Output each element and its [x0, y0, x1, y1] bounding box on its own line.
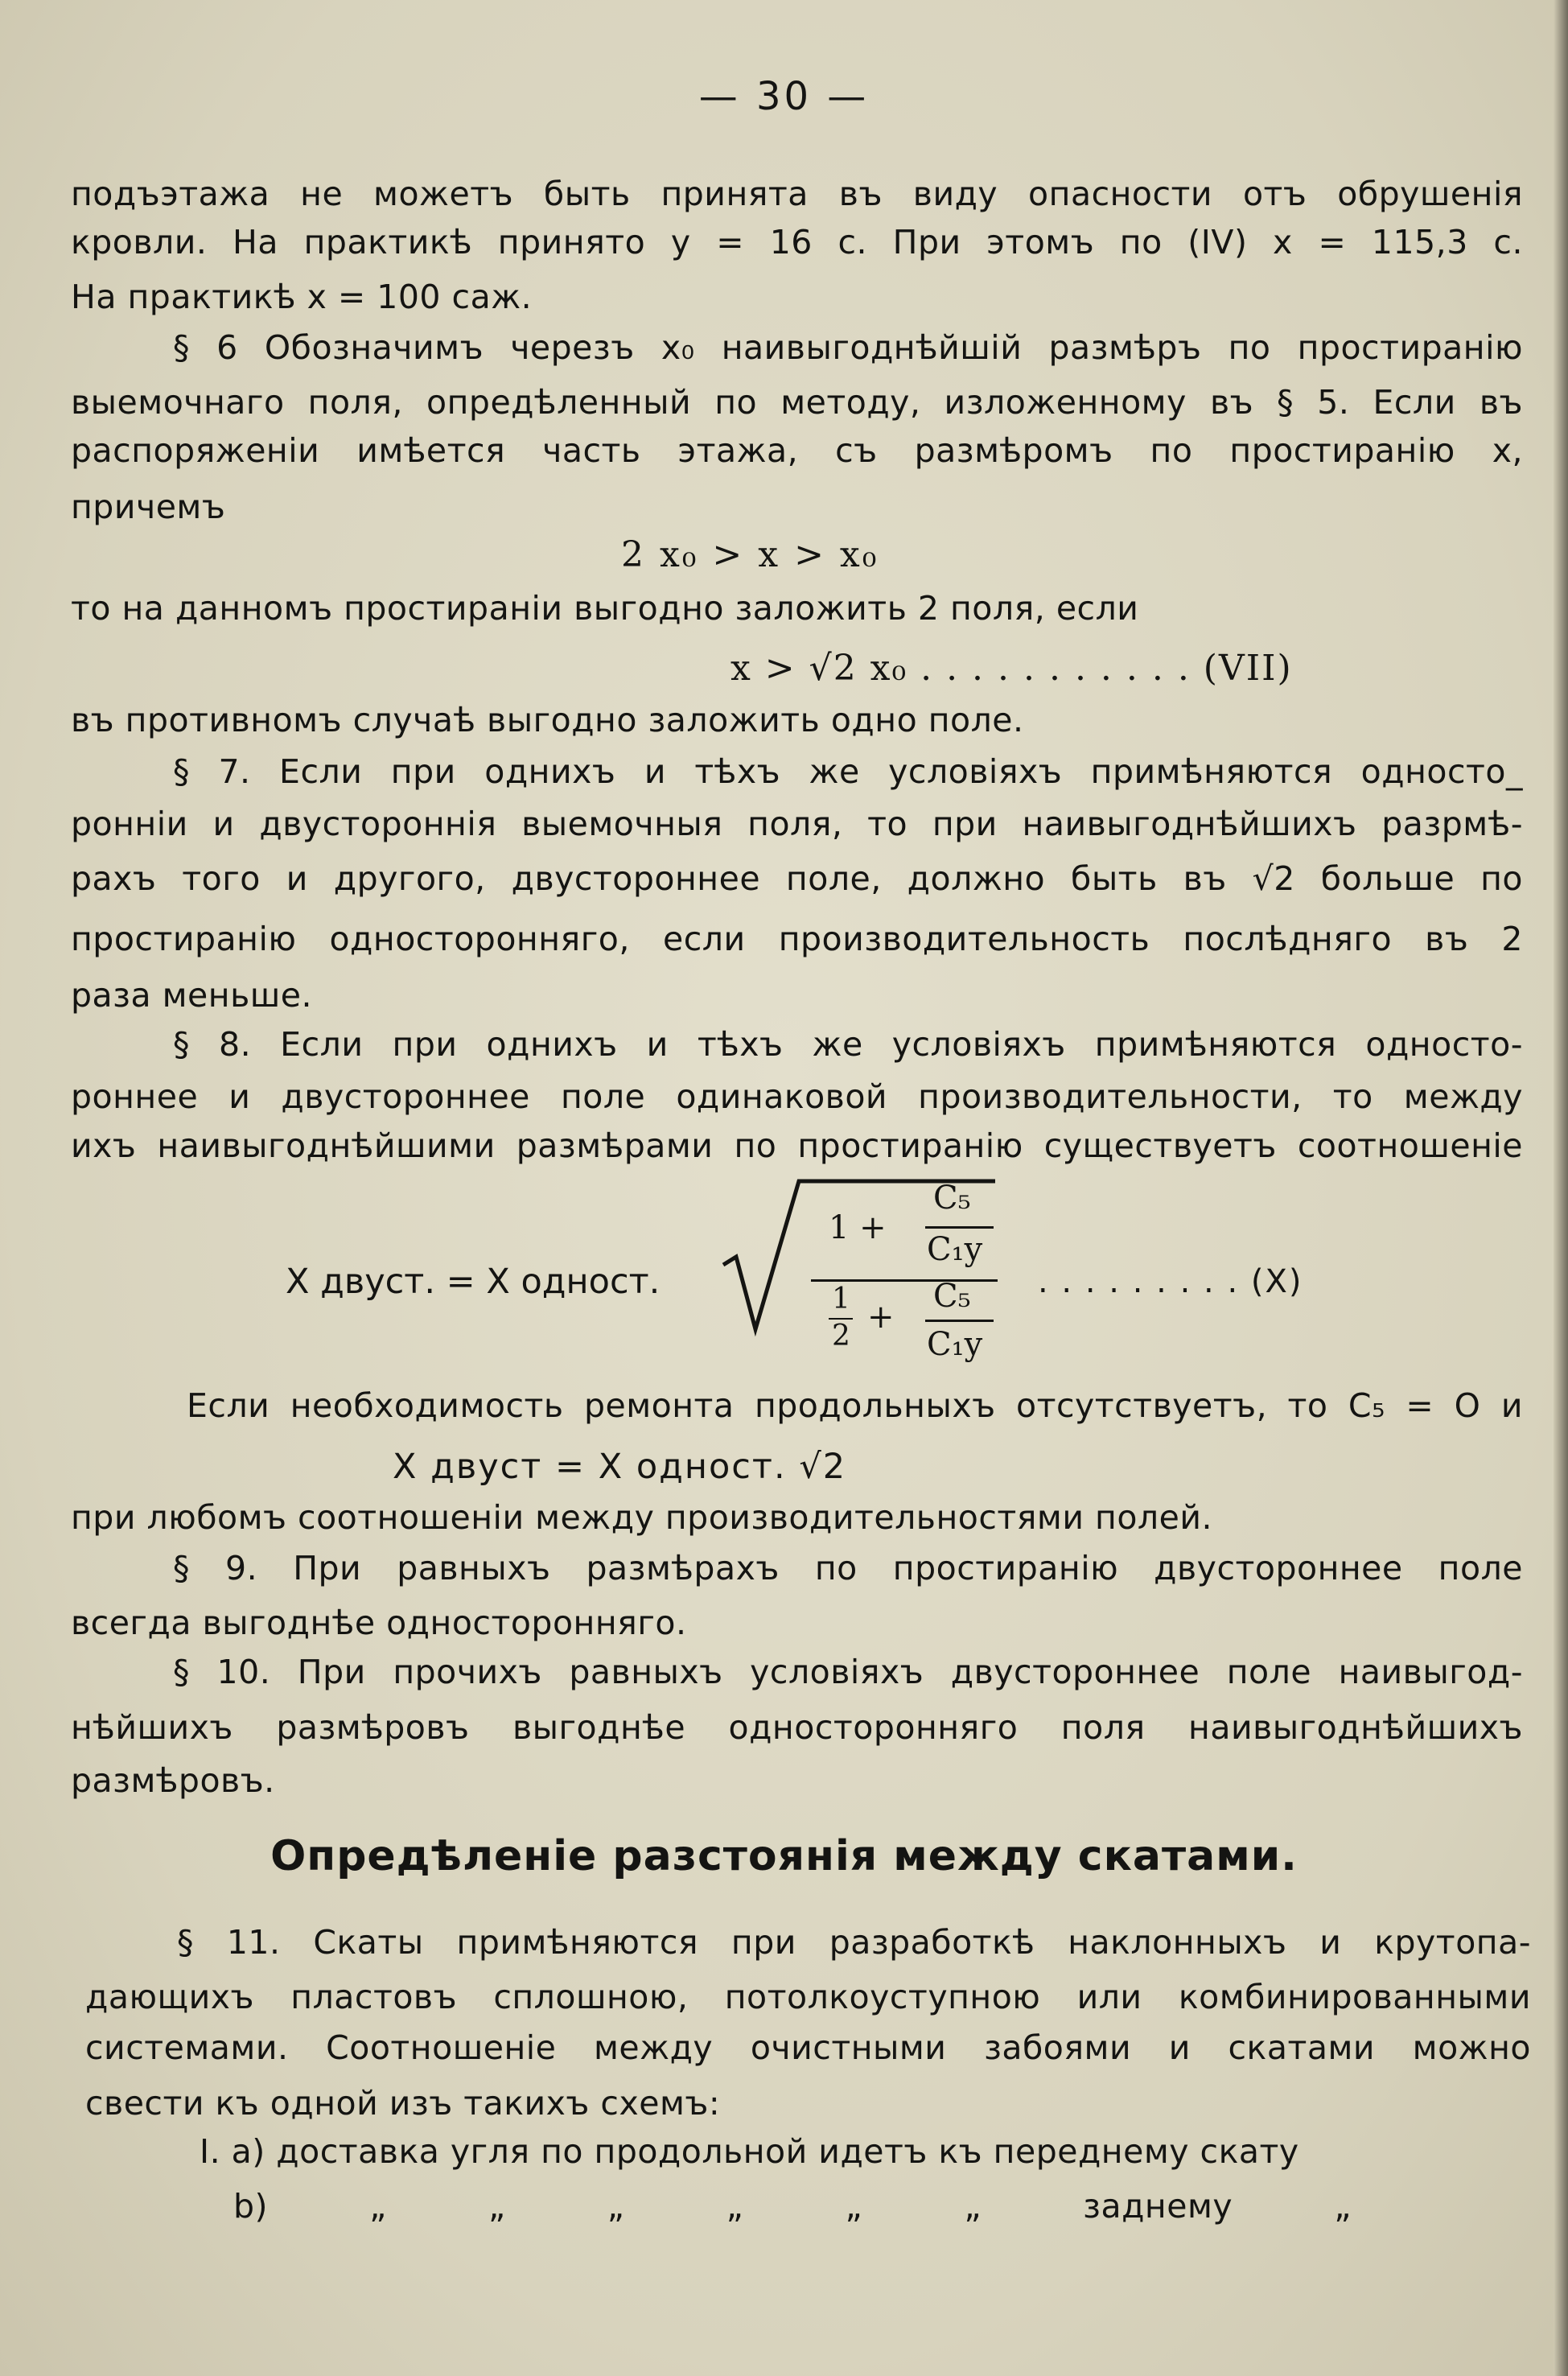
page-number: — 30 — [698, 74, 870, 119]
text-line: то на данномъ простираніи выгодно заложить 2 поля, если [71, 589, 1139, 628]
text-line: дающихъ пластовъ сплошною, потолкоуступною или комбинированными [85, 1978, 1531, 2016]
text-line: роннее и двустороннее поле одинаковой производительности, то между [71, 1077, 1523, 1116]
section-heading: Опредѣленіе разстоянія между скатами. [270, 1832, 1298, 1880]
formula-x-den-inner-bar [925, 1320, 994, 1322]
formula-x-num-inner-bar [925, 1226, 994, 1229]
text-line: свести къ одной изъ такихъ схемъ: [85, 2084, 721, 2123]
text-line: § 7. Если при однихъ и тѣхъ же условіяхъ примѣняются односто_ [173, 752, 1523, 791]
text-line: § 6 Обозначимъ черезъ х₀ наивыгоднѣйшій размѣръ по простиранію [173, 328, 1523, 367]
formula-x-den-plus: + [867, 1299, 895, 1336]
formula-inequality: 2 х₀ > х > х₀ [621, 534, 879, 575]
text-line: Если необходимость ремонта продольныхъ отсутствуетъ, то C₅ = О и [187, 1386, 1523, 1425]
formula-x-den-c1y: C₁y [927, 1326, 983, 1363]
formula-x-den-half-top: 1 [832, 1283, 850, 1316]
text-line: системами. Соотношеніе между очистными забоями и скатами можно [85, 2028, 1531, 2067]
text-line: въ противномъ случаѣ выгодно заложить одно поле. [71, 701, 1024, 739]
text-line: простиранію односторонняго, если производительность послѣдняго въ 2 [71, 920, 1523, 958]
formula-x-left: Х двуст. = Х одност. [286, 1262, 661, 1302]
text-line: причемъ [71, 488, 226, 526]
text-line: раза меньше. [71, 976, 313, 1015]
text-line: подъэтажа не можетъ быть принята въ виду опасности отъ обрушенія [71, 175, 1523, 213]
text-line: всегда выгоднѣе односторонняго. [71, 1604, 687, 1642]
text-line: b) „ „ „ „ „ „ заднему „ [233, 2187, 1352, 2226]
text-line: § 8. Если при однихъ и тѣхъ же условіяхъ примѣняются односто- [173, 1025, 1523, 1064]
text-line: при любомъ соотношеніи между производительностями полей. [71, 1498, 1213, 1537]
formula-x-den-c5: C₅ [933, 1278, 971, 1315]
text-line: ихъ наивыгоднѣйшими размѣрами по простиранію существуетъ соотношеніе [71, 1126, 1523, 1165]
text-line: § 10. При прочихъ равныхъ условіяхъ двустороннее поле наивыгод- [173, 1653, 1523, 1691]
text-line: На практикѣ х = 100 саж. [71, 278, 533, 316]
text-line: размѣровъ. [71, 1761, 275, 1800]
text-line: выемочнаго поля, опредѣленный по методу, изложенному въ § 5. Если въ [71, 383, 1523, 422]
formula-x-tail: . . . . . . . . . (X) [1038, 1263, 1303, 1300]
page-edge-shadow [1554, 0, 1568, 2376]
text-line: кровли. На практикѣ принято у = 16 с. При этомъ по (IV) х = 115,3 с. [71, 223, 1523, 261]
formula-x-num-one-plus: 1 + [829, 1209, 887, 1246]
formula-vii: х > √2 х₀ . . . . . . . . . . . (VII) [730, 648, 1293, 689]
text-line: рахъ того и другого, двустороннее поле, должно быть въ √2 больше по [71, 859, 1523, 898]
formula-sqrt2: Х двуст = Х одност. √2 [393, 1447, 847, 1487]
formula-x-num-c5: C₅ [933, 1180, 971, 1217]
text-line: § 9. При равныхъ размѣрахъ по простиранію двустороннее поле [173, 1549, 1523, 1587]
text-line: ронніи и двустороннія выемочныя поля, то при наивыгоднѣйшихъ разрмѣ- [71, 805, 1523, 843]
formula-x-num-c1y: C₁y [927, 1231, 983, 1268]
text-line: нѣйшихъ размѣровъ выгоднѣе односторонняго поля наивыгоднѣйшихъ [71, 1708, 1523, 1747]
text-line: § 11. Скаты примѣняются при разработкѣ наклонныхъ и крутопа- [177, 1923, 1531, 1962]
text-line: распоряженіи имѣется часть этажа, съ размѣромъ по простиранію х, [71, 431, 1523, 470]
text-line: I. a) доставка угля по продольной идетъ къ переднему скату [200, 2132, 1299, 2171]
formula-x-den-half-bottom: 2 [832, 1320, 850, 1353]
